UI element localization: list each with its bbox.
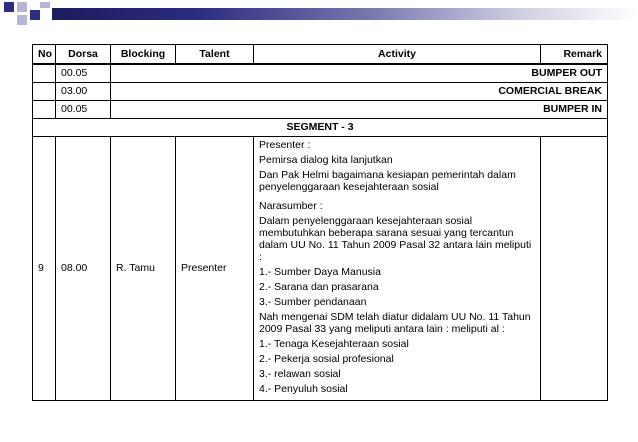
activity-line: Nah mengenai SDM telah diatur didalam UU No. 11 Tahun 2009 Pasal 33 yang meliputi antara lain : meliputi al : <box>259 311 531 335</box>
deco-square-5 <box>40 2 50 8</box>
table-row <box>33 137 608 401</box>
deco-square-2 <box>17 2 27 12</box>
activity-line: 2.- Pekerja sosial profesional <box>259 353 394 365</box>
deco-square-4 <box>17 15 27 25</box>
cell-talent: Presenter <box>176 137 254 401</box>
segment-title: SEGMENT - 3 <box>33 119 608 137</box>
col-header-no: No <box>33 45 56 65</box>
activity-line: Dalam penyelenggaraan kesejahteraan sosial membutuhkan beberapa sarana sesuai yang tercantun dalam UU No. 11 Tahun 2009 Pasal 32 antara lain meliputi : <box>259 215 532 263</box>
cell-no: 9 <box>33 137 56 401</box>
cell-activity <box>254 137 541 401</box>
activity-line: 1.- Sumber Daya Manusia <box>259 266 381 278</box>
deco-gradient-bar <box>52 8 638 20</box>
cell-schedule-label: COMERCIAL BREAK <box>111 83 608 101</box>
cell-schedule-label: BUMPER IN <box>111 101 608 119</box>
table-row <box>33 101 608 119</box>
cell-dorsa: 00.05 <box>56 64 111 83</box>
activity-line: 2.- Sarana dan prasarana <box>259 281 379 293</box>
activity-line: Dan Pak Helmi bagaimana kesiapan pemerintah dalam penyelenggaraan kesejahteraan sosial <box>259 169 516 193</box>
table-row <box>33 64 608 83</box>
activity-line: 1.- Tenaga Kesejahteraan sosial <box>259 338 409 350</box>
activity-line: Presenter : <box>259 139 311 151</box>
cell-schedule-label: BUMPER OUT <box>111 64 608 83</box>
deco-square-1 <box>4 2 14 12</box>
cell-no <box>33 83 56 101</box>
col-header-activity: Activity <box>254 45 541 65</box>
activity-line: 3.- relawan sosial <box>259 368 341 380</box>
cell-remark <box>541 137 608 401</box>
cell-dorsa: 03.00 <box>56 83 111 101</box>
col-header-dorsa: Dorsa <box>56 45 111 65</box>
table-header-row <box>33 45 608 65</box>
cell-dorsa: 00.05 <box>56 101 111 119</box>
activity-line: 3.- Sumber pendanaan <box>259 296 367 308</box>
cell-blocking: R. Tamu <box>111 137 176 401</box>
activity-line: Pemirsa dialog kita lanjutkan <box>259 154 393 166</box>
col-header-blocking: Blocking <box>111 45 176 65</box>
header-decoration <box>0 0 638 30</box>
table-row <box>33 83 608 101</box>
col-header-remark: Remark <box>541 45 608 65</box>
cell-dorsa: 08.00 <box>56 137 111 401</box>
col-header-talent: Talent <box>176 45 254 65</box>
cell-no <box>33 101 56 119</box>
activity-line: 4.- Penyuluh sosial <box>259 383 348 395</box>
cell-no <box>33 64 56 83</box>
activity-line: Narasumber : <box>259 200 323 212</box>
rundown-table <box>32 44 608 401</box>
deco-square-3 <box>30 10 40 20</box>
segment-row <box>33 119 608 137</box>
